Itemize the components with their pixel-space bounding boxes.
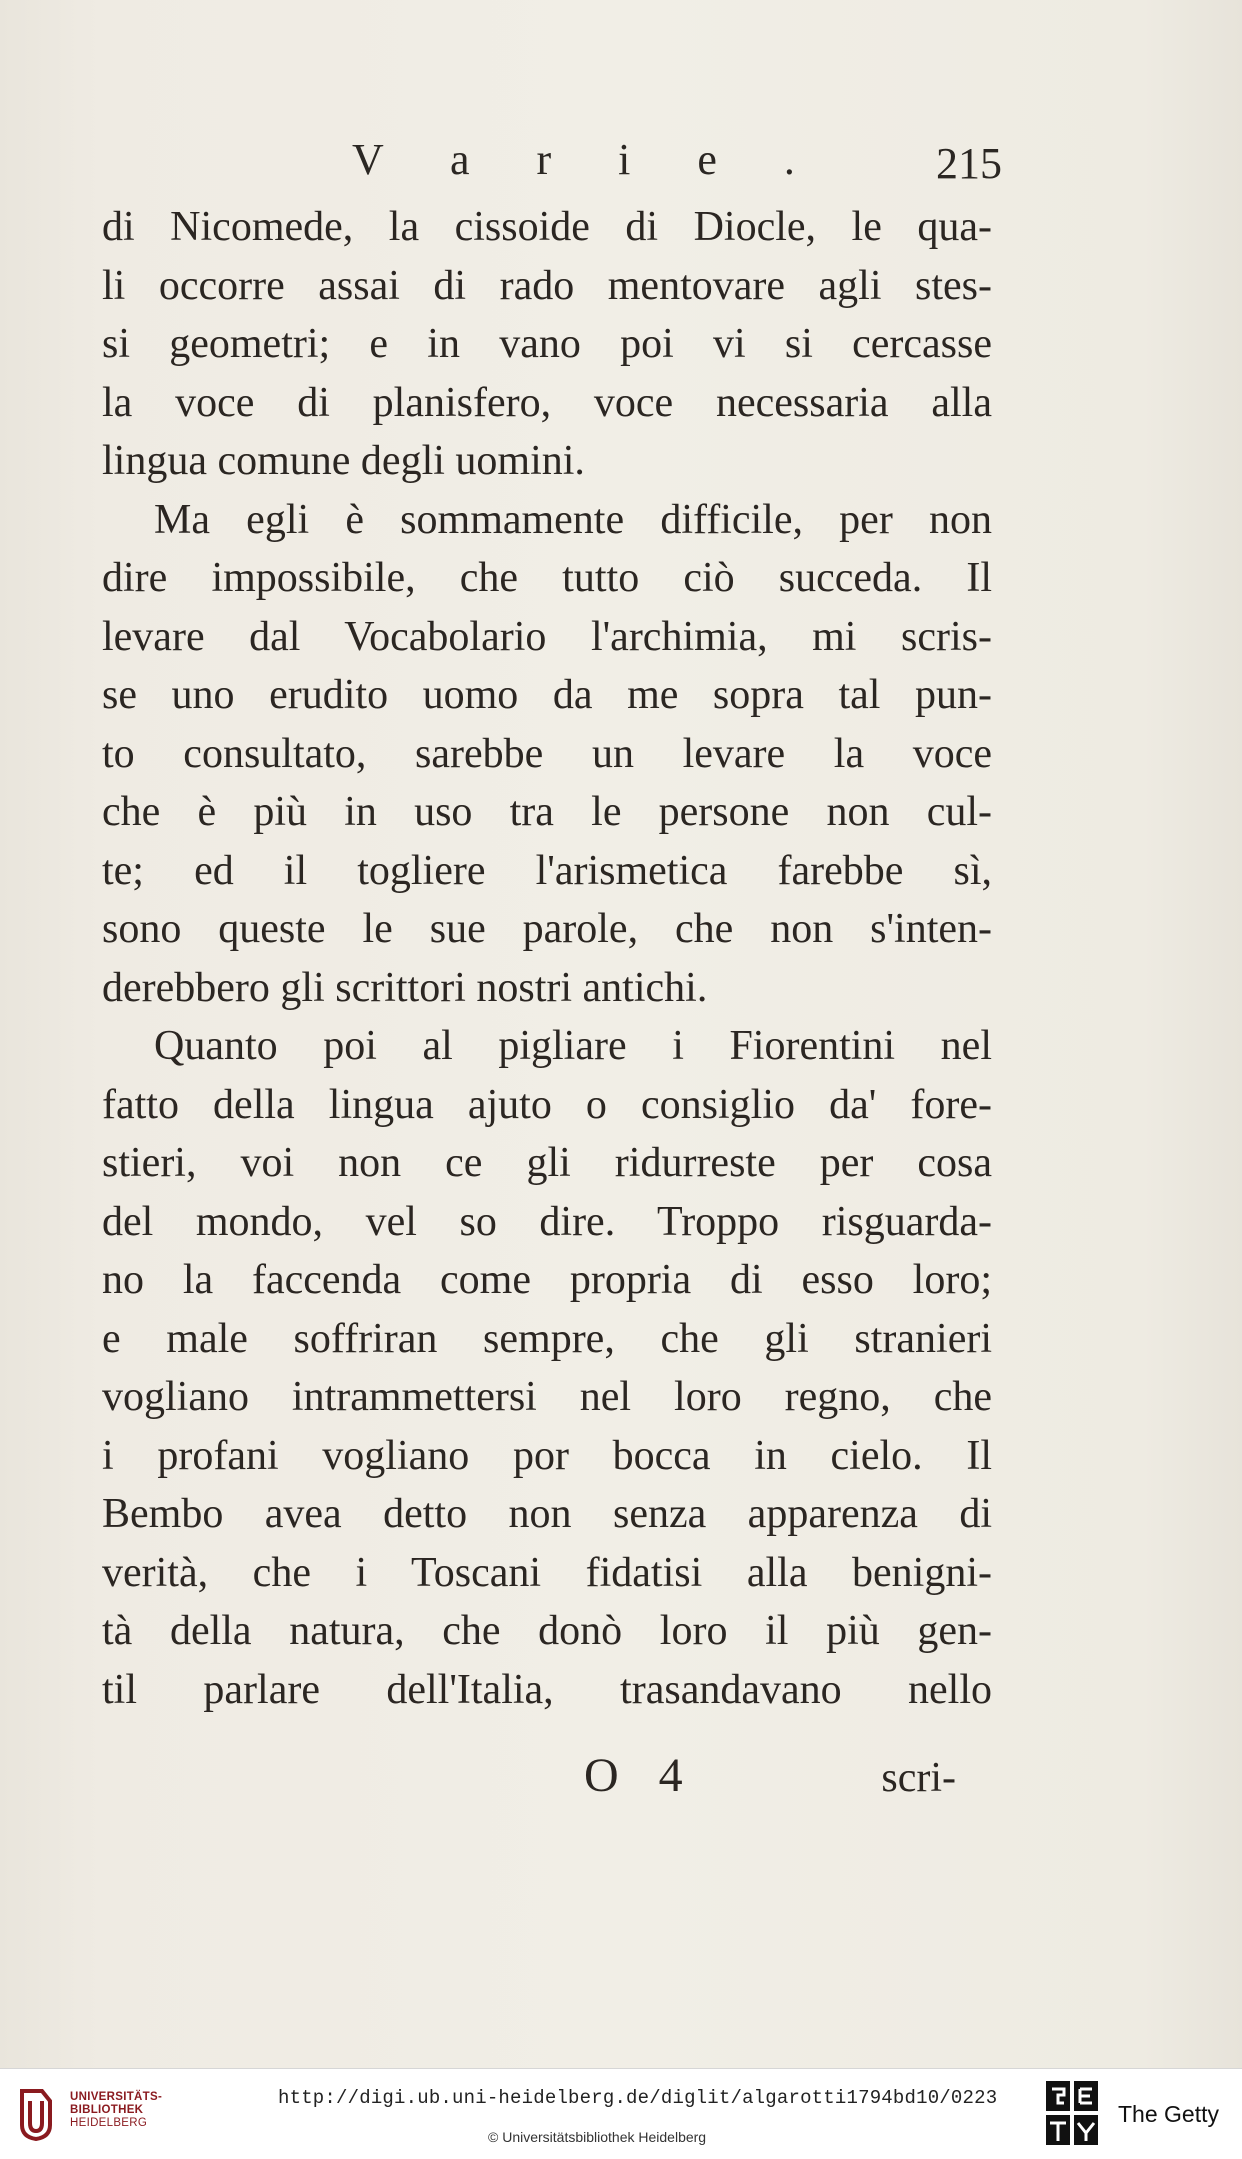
text-line: Ma egli è sommamente difficile, per non [154, 496, 992, 543]
getty-logo-icon[interactable] [1044, 2079, 1100, 2149]
text-line: vogliano intrammettersi nel loro regno, che [102, 1374, 992, 1420]
page-foot [102, 1748, 992, 1808]
running-title: V a r i e . [352, 135, 823, 184]
page-number: 215 [936, 139, 1002, 188]
text-line: no la faccenda come propria di esso loro; [102, 1257, 992, 1303]
text-line: del mondo, vel so dire. Troppo risguarda- [102, 1198, 992, 1245]
library-name-line: UNIVERSITÄTS- [70, 2091, 163, 2103]
partner-name[interactable]: The Getty [1118, 2101, 1219, 2127]
text-line: fatto della lingua ajuto o consiglio da' fore- [102, 1081, 992, 1128]
viewer-footer [0, 2068, 1242, 2159]
text-line: se uno erudito uomo da me sopra tal pun- [102, 672, 992, 718]
signature-mark: O 4 [584, 1749, 697, 1802]
body-text [102, 198, 992, 1719]
text-line: che è più in uso tra le persone non cul- [102, 789, 992, 835]
text-line: derebbero gli scrittori nostri antichi. [102, 964, 708, 1011]
library-name [70, 2091, 162, 2130]
text-line: levare dal Vocabolario l'archimia, mi scris- [102, 613, 992, 660]
text-line: tà della natura, che donò loro il più gen- [102, 1608, 992, 1654]
text-line: li occorre assai di rado mentovare agli stes- [102, 262, 992, 309]
text-line: stieri, voi non ce gli ridurreste per cosa [102, 1140, 992, 1186]
text-line: til parlare dell'Italia, trasandavano nello [102, 1666, 992, 1713]
text-line: la voce di planisfero, voce necessaria alla [102, 379, 992, 426]
running-head [102, 134, 1002, 194]
library-logo[interactable] [12, 2083, 212, 2147]
library-name-line: BIBLIOTHEK [70, 2104, 144, 2116]
catchword: scri- [881, 1755, 956, 1801]
text-line: to consultato, sarebbe un levare la voce [102, 730, 992, 777]
permalink-url[interactable]: http://digi.ub.uni-heidelberg.de/diglit/algarotti1794bd10/0223 [278, 2087, 998, 2109]
text-line: Bembo avea detto non senza apparenza di [102, 1491, 992, 1537]
text-line: te; ed il togliere l'arismetica farebbe sì, [102, 847, 992, 894]
copyright-notice: © Universitätsbibliothek Heidelberg [488, 2129, 707, 2145]
text-line: i profani vogliano por bocca in cielo. Il [102, 1432, 992, 1479]
text-line: verità, che i Toscani fidatisi alla benigni- [102, 1549, 992, 1596]
text-line: Quanto poi al pigliare i Fiorentini nel [154, 1023, 992, 1069]
text-line: di Nicomede, la cissoide di Diocle, le qua- [102, 204, 992, 250]
text-line: e male soffriran sempre, che gli stranieri [102, 1315, 992, 1362]
text-line: lingua comune degli uomini. [102, 438, 585, 484]
library-name-line: HEIDELBERG [70, 2117, 148, 2129]
library-seal-icon [12, 2085, 64, 2143]
text-line: si geometri; e in vano poi vi si cercasse [102, 321, 992, 367]
text-line: sono queste le sue parole, che non s'inten- [102, 906, 992, 952]
text-line: dire impossibile, che tutto ciò succeda. Il [102, 555, 992, 601]
